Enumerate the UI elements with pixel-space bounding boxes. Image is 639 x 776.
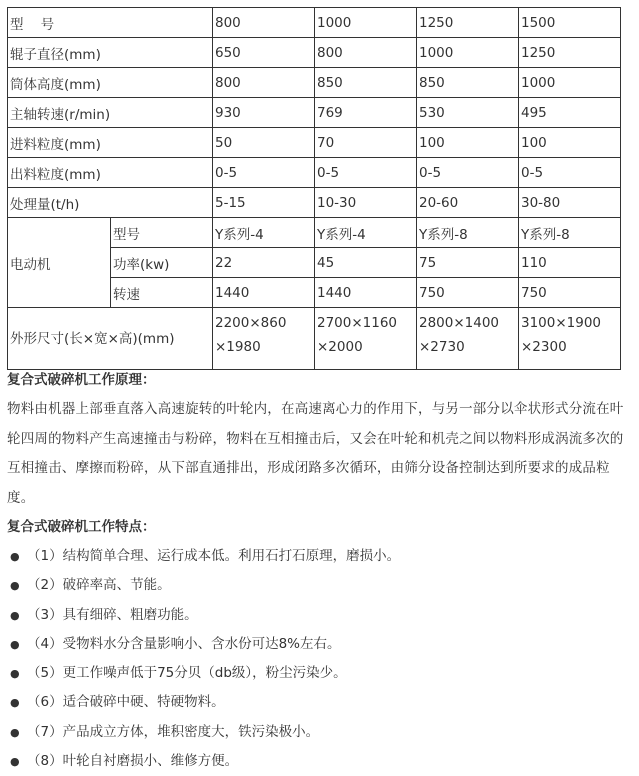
table-row <box>8 68 621 98</box>
table-cell: 800 <box>315 38 417 68</box>
list-item <box>7 747 631 776</box>
table-cell: 1440 <box>315 278 417 308</box>
table-cell: 20-60 <box>417 188 519 218</box>
table-cell: 1440 <box>213 278 315 308</box>
list-item <box>7 571 631 600</box>
table-cell: 530 <box>417 98 519 128</box>
feature-text: （1）结构简单合理、运行成本低。利用石打石原理，磨损小。 <box>27 548 401 564</box>
table-cell: 3100×1900 ×2300 <box>519 308 621 370</box>
table-row-dimensions <box>8 308 621 370</box>
table-cell: 800 <box>213 68 315 98</box>
spec-table <box>7 7 621 370</box>
table-cell: 100 <box>417 128 519 158</box>
table-row <box>8 38 621 68</box>
list-item <box>7 601 631 630</box>
bullet-icon: ● <box>10 696 20 710</box>
table-cell: 750 <box>519 278 621 308</box>
model-cell: 1000 <box>315 8 417 38</box>
table-cell: Y系列-8 <box>417 218 519 248</box>
table-cell: 1250 <box>519 38 621 68</box>
principle-heading: 复合式破碎机工作原理： <box>7 372 156 388</box>
feature-text: （3）具有细碎、粗磨功能。 <box>27 606 198 623</box>
bullet-icon: ● <box>10 608 20 622</box>
model-cell: 1250 <box>417 8 519 38</box>
table-cell: 22 <box>213 248 315 278</box>
table-cell: Y系列-8 <box>519 218 621 248</box>
table-cell: 110 <box>519 248 621 278</box>
table-cell: 70 <box>315 128 417 158</box>
table-row <box>8 128 621 158</box>
table-cell: 100 <box>519 128 621 158</box>
row-label: 功率(kw) <box>111 248 213 278</box>
feature-text: （7）产品成立方体，堆积密度大，铁污染极小。 <box>27 723 320 740</box>
feature-text: （6）适合破碎中硬、特硬物料。 <box>27 694 225 711</box>
table-cell: 45 <box>315 248 417 278</box>
motor-label: 电动机 <box>8 218 111 308</box>
table-cell: 5-15 <box>213 188 315 218</box>
table-cell: 1000 <box>417 38 519 68</box>
row-label: 转速 <box>111 278 213 308</box>
feature-text: （4）受物料水分含量影响小、含水份可达8%左右。 <box>27 635 341 652</box>
model-header: 型 号 <box>8 8 213 38</box>
table-cell: 0-5 <box>213 158 315 188</box>
table-row <box>8 188 621 218</box>
table-cell: 2700×1160 ×2000 <box>315 308 417 370</box>
table-row <box>8 158 621 188</box>
model-cell: 800 <box>213 8 315 38</box>
table-cell: 30-80 <box>519 188 621 218</box>
table-row-motor <box>8 218 621 248</box>
table-cell: 10-30 <box>315 188 417 218</box>
bullet-icon: ● <box>10 725 20 739</box>
table-cell: 850 <box>417 68 519 98</box>
list-item <box>7 630 631 659</box>
table-cell: 2800×1400 ×2730 <box>417 308 519 370</box>
table-cell: 0-5 <box>519 158 621 188</box>
table-cell: 0-5 <box>315 158 417 188</box>
feature-text: （5）更工作噪声低于75分贝（db级），粉尘污染少。 <box>27 665 347 682</box>
row-label: 处理量(t/h) <box>8 188 213 218</box>
table-cell: 0-5 <box>417 158 519 188</box>
list-item <box>7 542 631 571</box>
table-cell: 495 <box>519 98 621 128</box>
table-row <box>8 98 621 128</box>
table-cell: 650 <box>213 38 315 68</box>
table-cell: 750 <box>417 278 519 308</box>
table-cell: 75 <box>417 248 519 278</box>
table-cell: 930 <box>213 98 315 128</box>
bullet-icon: ● <box>10 637 20 651</box>
bullet-icon: ● <box>10 579 20 593</box>
row-label: 出料粒度(mm) <box>8 158 213 188</box>
table-cell: 1000 <box>519 68 621 98</box>
table-cell: 2200×860 ×1980 <box>213 308 315 370</box>
features-list <box>7 542 631 776</box>
table-cell: 850 <box>315 68 417 98</box>
description-section <box>7 366 631 776</box>
bullet-icon: ● <box>10 550 20 563</box>
principle-text: 物料由机器上部垂直落入高速旋转的叶轮内，在高速离心力的作用下，与另一部分以伞状形式分流在叶轮四周的物料产生高速撞击与粉碎，物料在互相撞击后，又会在叶轮和机壳之间以物料形成涡流多次的互相撞击、摩擦而粉碎，从下部直通排出，形成闭路多次循环，由筛分设备控制达到所要求的成品粒度。 <box>7 401 624 506</box>
list-item <box>7 659 631 688</box>
bullet-icon: ● <box>10 755 20 769</box>
row-label: 外形尺寸(长×宽×高)(mm) <box>8 308 213 370</box>
table-cell: Y系列-4 <box>315 218 417 248</box>
features-heading: 复合式破碎机工作特点： <box>7 519 156 535</box>
row-label: 主轴转速(r/min) <box>8 98 213 128</box>
table-cell: Y系列-4 <box>213 218 315 248</box>
row-label: 进料粒度(mm) <box>8 128 213 158</box>
row-label: 辊子直径(mm) <box>8 38 213 68</box>
list-item <box>7 718 631 747</box>
feature-text: （2）破碎率高、节能。 <box>27 577 171 594</box>
row-label: 筒体高度(mm) <box>8 68 213 98</box>
table-cell: 769 <box>315 98 417 128</box>
list-item <box>7 688 631 717</box>
feature-text: （8）叶轮自衬磨损小、维修方便。 <box>27 753 239 770</box>
bullet-icon: ● <box>10 667 20 681</box>
row-label: 型号 <box>111 218 213 248</box>
table-cell: 50 <box>213 128 315 158</box>
table-row-model <box>8 8 621 38</box>
model-cell: 1500 <box>519 8 621 38</box>
